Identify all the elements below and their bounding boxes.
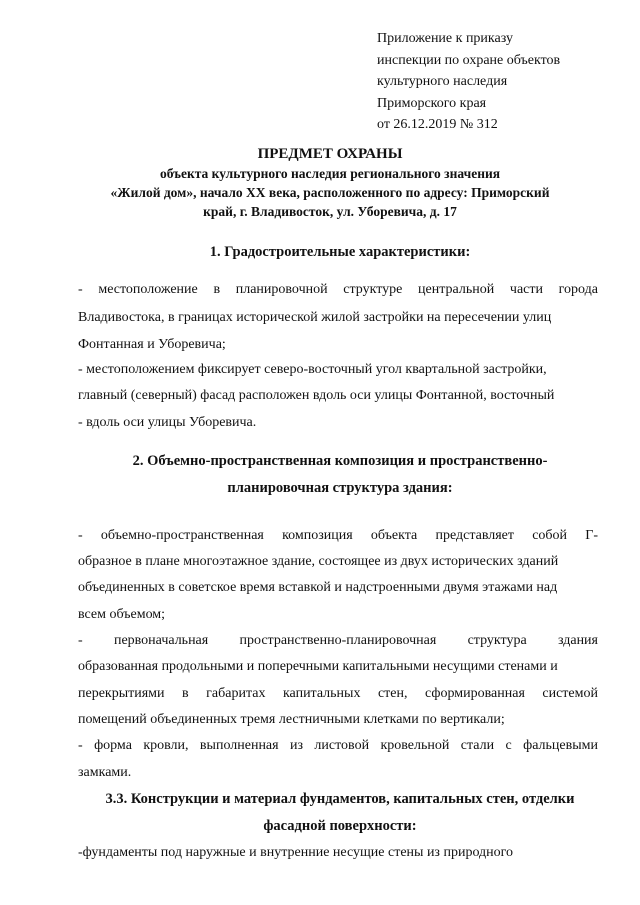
paragraph-line: - местоположением фиксирует северо-восточный угол квартальной застройки, [78,362,547,377]
paragraph-line: Фонтанная и Уборевича; [78,337,226,352]
paragraph-line: помещений объединенных тремя лестничными клетками по вертикали; [78,712,505,727]
appendix-date-line: от 26.12.2019 № 312 [377,117,498,132]
paragraph-line: главный (северный) фасад расположен вдоль оси улицы Фонтанной, восточный [78,388,555,403]
appendix-line: культурного наследия [377,74,508,89]
section-3-heading-cont: фасадной поверхности: [263,818,417,834]
paragraph-line: образованная продольными и поперечными капитальными несущими стенами и [78,659,558,674]
subtitle-line: объекта культурного наследия регионального значения [159,166,501,181]
section-3-heading: 3.3. Конструкции и материал фундаментов, капитальных стен, отделки [105,791,575,807]
paragraph-line: - первоначальная пространственно-планировочная структура здания [78,633,598,648]
appendix-line: инспекции по охране объектов [377,52,561,68]
paragraph-line: замками. [78,765,132,780]
paragraph-line: - форма кровли, выполненная из листовой кровельной стали с фальцевыми [78,738,598,753]
paragraph-line: -фундаменты под наружные и внутренние несущие стены из природного [78,845,514,860]
appendix-line: Приморского края [377,95,487,111]
paragraph-line: - объемно-пространственная композиция объекта представляет собой Г- [78,528,598,543]
subtitle-line: край, г. Владивосток, ул. Уборевича, д. 17 [203,204,457,219]
section-1-heading: 1. Градостроительные характеристики: [209,244,471,260]
paragraph-line: - вдоль оси улицы Уборевича. [78,415,257,430]
section-2-heading-cont: планировочная структура здания: [227,480,453,496]
paragraph-line: всем объемом; [78,607,166,622]
paragraph-line: перекрытиями в габаритах капитальных стен, сформированная системой [78,686,598,701]
document-subtitle [60,164,600,221]
appendix-line: Приложение к приказу [377,31,513,46]
paragraph-line: Владивостока, в границах исторической жилой застройки на пересечении улиц [78,310,552,325]
paragraph-line: образное в плане многоэтажное здание, состоящее из двух исторических зданий [78,554,559,569]
paragraph-line: - местоположение в планировочной структуре центральной части города [78,282,598,297]
section-2-heading: 2. Объемно-пространственная композиция и пространственно- [132,453,548,469]
document-title: ПРЕДМЕТ ОХРАНЫ [257,146,403,162]
paragraph-line: объединенных в советское время вставкой и надстроенными двумя этажами над [78,580,558,595]
subtitle-line: «Жилой дом», начало XX века, расположенного по адресу: Приморский [110,185,550,200]
appendix-note [377,28,627,136]
